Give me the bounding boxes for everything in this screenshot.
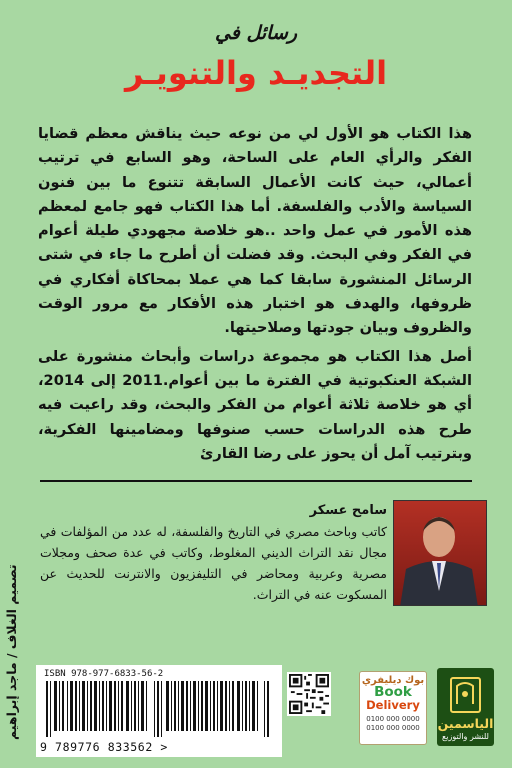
isbn-barcode [36,665,282,757]
publisher-name: الياسمين [437,716,494,731]
delivery-phone-2: 0100 000 0000 [366,724,420,732]
qr-code [287,672,331,716]
cover-designer-credit: تصميم الغلاف / ماجد إبراهيم [4,564,19,741]
author-bio-block [40,500,387,605]
isbn-digits: 9 789776 833562 > [40,740,168,754]
blurb-paragraph-1: هذا الكتاب هو الأول لي من نوعه حيث يناقش معظم قضايا الفكر والرأي العام على الساحة، وهو السابع في ترتيب أعمالي، حيث كانت الأعمال السابقة تتنوع ما بين فنون السياسة والأدب والفلسفة. أما هذا الكتاب فهو جامع لمعظم هذه الأمور في عمل واحد ..هو خلاصة مجهودي طيلة أعوام في الفكر وفي البحث. وقد فضلت أن أطرح ما جاء في شتى الرسائل المنشورة سابقا كما هي عملا بمحاكاة أفكاري في ظروفها، والهدف هو اختبار هذه الأفكار مع مرور الوقت والظروف وبيان جودتها وصلاحيتها. [38,125,472,337]
delivery-book-word: Book [374,684,412,700]
publisher-emblem-icon [449,674,482,714]
publisher-logo [437,668,494,746]
delivery-arabic-label: بوك ديليفري [361,675,425,686]
book-delivery-logo [359,671,427,745]
barcode-bars [46,681,272,737]
book-title: التجديـد والتنويـر [124,54,388,92]
blurb-paragraph-2: أصل هذا الكتاب هو مجموعة دراسات وأبحاث منشورة على الشبكة العنكبوتية في الفترة ما بين أعوام.2011 إلى 2014، أي هو خلاصة ثلاثة أعوام من الفكر والبحث، وقد راعيت فيه طرح هذه الدراسات حسب صنوفها ومضامينها الفكرية، وبترتيب آمل أن يحوز على رضا القارئ [38,347,472,462]
divider-line [40,480,472,482]
publisher-subtitle: للنشر والتوزيع [441,732,489,741]
isbn-label: ISBN 978-977-6833-56-2 [44,669,164,679]
delivery-word: Delivery [366,698,420,712]
delivery-phone-1: 0100 000 0000 [366,715,420,723]
back-cover-blurb [38,122,472,470]
series-title: رسائل في [214,22,298,44]
author-name: سامح عسكر [309,503,387,518]
author-bio: كاتب وباحث مصري في التاريخ والفلسفة، له عدد من المؤلفات في مجال نقد التراث الديني المغلوط، وكاتب في عدة صحف ومجلات مصرية وعربية ومحاضر في التليفزيون والانترنت للحديث عن المسكوت عنه في التراث. [40,524,387,602]
author-photo [393,500,487,606]
